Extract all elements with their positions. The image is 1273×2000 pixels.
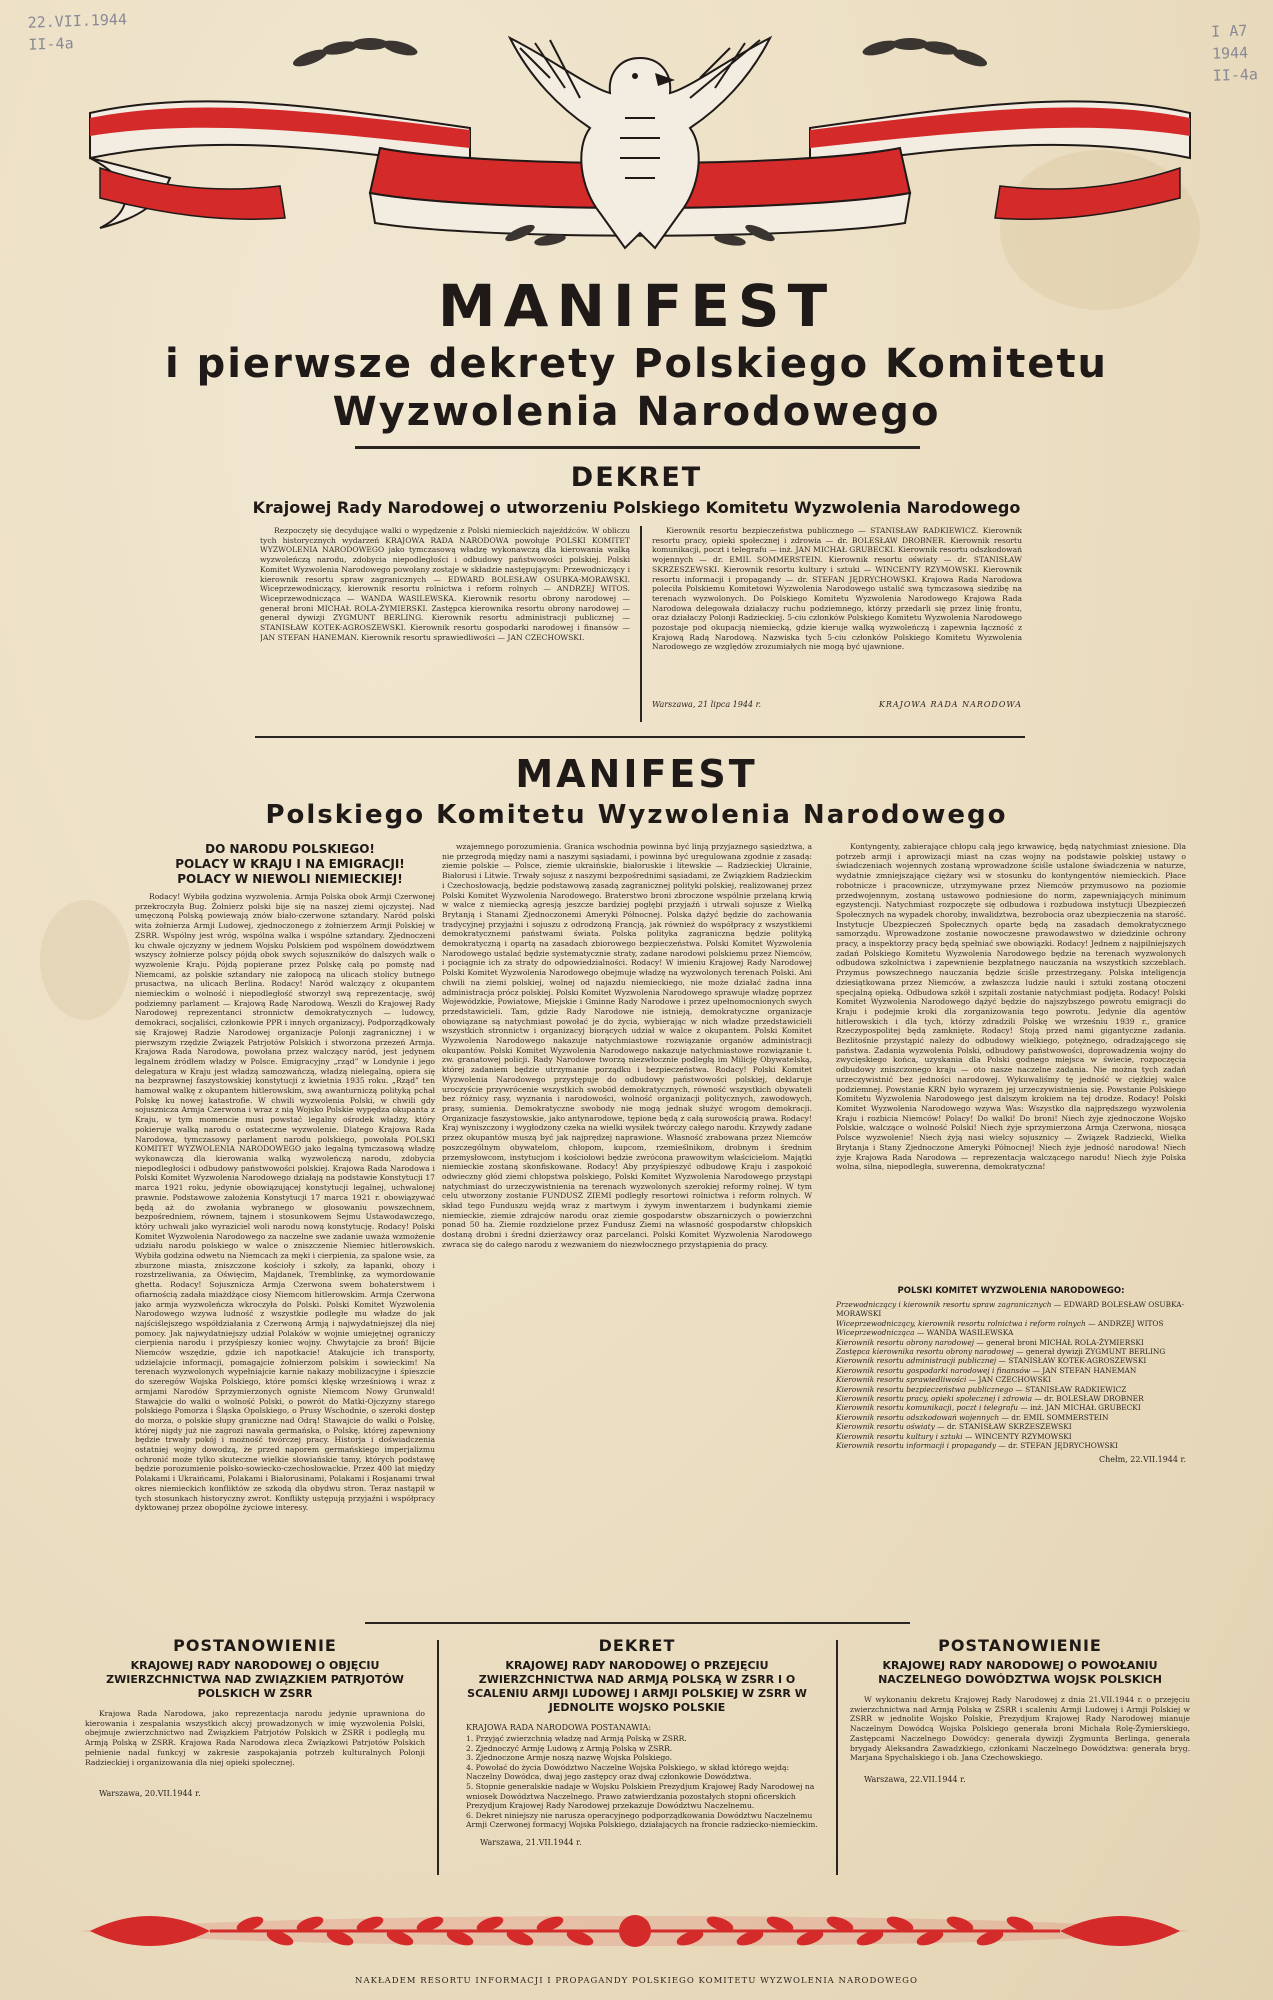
member-name: EDWARD BOLESŁAW OSUBKA-MORAWSKI: [836, 1300, 1185, 1319]
postanowienie2-block: [850, 1636, 1190, 1784]
member-role: Kierownik resortu bezpieczeństwa publicznego: [836, 1384, 1014, 1394]
member-name: dr. EMIL SOMMERSTEIN: [1011, 1412, 1109, 1422]
dekret2-block: [452, 1636, 822, 1847]
postanowienie1-block: [85, 1636, 425, 1798]
member-role: Wiceprzewodnicząca: [836, 1328, 915, 1338]
member-role: Kierownik resortu informacji i propagandy: [836, 1441, 997, 1451]
committee-member: [836, 1300, 1186, 1319]
postanowienie2-text: W wykonaniu dekretu Krajowej Rady Narodowej z dnia 21.VII.1944 r. o przejęciu zwierzchnictwa nad Armją Polską w ZSRR i scaleniu Armji Ludowej i Armji Polskiej w ZSRR w jednolite Wojsko Polskie, Prezydjum Krajowej Rady Narodowej mianuje Naczelnym Dowódcą Wojska Polskiego generała broni Michała Rolę-Żymierskiego, Zastępcami Naczelnego Dowódcy: generała dywizji Zygmunta Berlinga, generała brygady Aleksandra Zawadzkiego, członkami Naczelnego Dowództwa: generała bryg. Marjana Spychalskiego i ob. Jana Czechowskiego.: [850, 1695, 1190, 1763]
dekret1-left-text: Rezpoczęty się decydujące walki o wypędzenie z Polski niemieckich najeźdźców. W obliczu tych historycznych wydarzeń KRAJOWA RADA NARODOWA powołuje POLSKI KOMITET WYZWOLENIA NARODOWEGO jako tymczasową władzę wykonawczą dla kierowania walką wyzwoleńczą narodu, zdobycia niepodległości i odbudowy państwowości polskiej. Polski Komitet Wyzwolenia Narodowego powołany zostaje w składzie następującym: Przewodniczący i kierownik resortu spraw zagranicznych — EDWARD BOLESŁAW OSUBKA-MORAWSKI. Wiceprzewodniczący, kierownik resortu rolnictwa i reform rolnych — ANDRZEJ WITOS. Wiceprzewodnicząca — WANDA WASILEWSKA. Kierownik resortu obrony narodowej — generał broni MICHAŁ ROLA-ŻYMIERSKI. Zastępca kierownika resortu obrony narodowej — generał dywizji ZYGMUNT BERLING. Kierownik resortu administracji publicznej — STANISŁAW KOTEK-AGROSZEWSKI. Kierownik resortu gospodarki narodowej i finansów — JAN STEFAN HANEMAN. Kierownik resortu sprawiedliwości — JAN CZECHOWSKI.: [260, 526, 630, 642]
dekret2-title: KRAJOWEJ RADY NARODOWEJ O PRZEJĘCIU ZWIERZCHNICTWA NAD ARMJĄ POLSKĄ W ZSRR I O SCALENIU ARMJI LUDOWEJ I ARMJI POLSKIEJ W ZSRR W JEDNOLITE WOJSKO POLSKIE: [467, 1659, 807, 1714]
committee-member: [836, 1328, 1186, 1337]
postanowienie2-title: KRAJOWEJ RADY NARODOWEJ O POWOŁANIU NACZELNEGO DOWÓDZTWA WOJSK POLSKICH: [878, 1659, 1162, 1686]
member-role: Przewodniczący i kierownik resortu spraw zagranicznych: [836, 1300, 1052, 1309]
member-separator: —: [934, 1422, 947, 1432]
subtitle-line1: i pierwsze dekrety Polskiego Komitetu: [164, 341, 1109, 387]
member-role: Zastępca kierownika resortu obrony narodowej: [836, 1347, 1014, 1357]
manifest-title: MANIFEST: [437, 272, 836, 340]
postanowienie1-body: [85, 1709, 425, 1781]
dekret2-point: 4. Powołać do życia Dowództwo Naczelne Wojska Polskiego, w skład którego wejdą: Naczelny Dowódca, dwaj jego zastępcy oraz dwaj członkowie Dowództwa.: [466, 1762, 790, 1782]
member-name: dr. BOLESŁAW DROBNER: [1044, 1394, 1144, 1404]
archive-note-right: I A7 1944 II-4a: [1210, 21, 1259, 85]
dekret1-subtitle: Krajowej Rady Narodowej o utworzeniu Polskiego Komitetu Wyzwolenia Narodowego: [252, 498, 1021, 517]
committee-block: [836, 1286, 1186, 1464]
committee-member: [836, 1394, 1186, 1403]
postanowienie1-text: Krajowa Rada Narodowa, jako reprezentacja narodu jedynie uprawniona do kierowania i zespalania wszystkich akcyj prowadzonych w imię wyzwolenia Polski, obejmuje zwierzchnictwo nad Związkiem Patrjotów Polskich w ZSRR i podległą mu Armją Polską w ZSRR. Krajowa Rada Narodowa zleca Związkowi Patrjotów Polskich pełnienie nadal funkcyj w zakresie zaspokajania potrzeb kulturalnych Polonji Radzieckiej i organizowania dla niej opieki społecznej.: [85, 1709, 425, 1767]
eagle-banner-illustration: [80, 18, 1200, 268]
section-rule: [255, 736, 1025, 738]
committee-heading: POLSKI KOMITET WYZWOLENIA NARODOWEGO:: [897, 1286, 1125, 1296]
dekret2-intro: KRAJOWA RADA NARODOWA POSTANAWIA:: [466, 1723, 652, 1732]
dekret1-left-column: [260, 526, 630, 726]
committee-member: [836, 1413, 1186, 1422]
dekret1-signature-block: [652, 700, 1022, 709]
member-separator: —: [962, 1431, 975, 1441]
committee-member: [836, 1432, 1186, 1441]
member-separator: —: [1085, 1318, 1098, 1328]
dekret2-label: DEKRET: [598, 1636, 676, 1655]
committee-member: [836, 1403, 1186, 1412]
postanowienie2-body: [850, 1695, 1190, 1767]
title-rule: [355, 446, 920, 449]
member-separator: —: [1017, 1403, 1031, 1413]
member-name: dr. STEFAN JĘDRYCHOWSKI: [1008, 1441, 1118, 1451]
member-role: Kierownik resortu kultury i sztuki: [836, 1431, 963, 1441]
manifest-column-1: [135, 892, 435, 1602]
member-name: STANISŁAW RADKIEWICZ: [1025, 1384, 1127, 1394]
appeal-line1: DO NARODU POLSKIEGO!: [205, 842, 375, 856]
committee-member: [836, 1347, 1186, 1356]
member-separator: —: [974, 1337, 987, 1347]
dekret2-point: 3. Zjednoczone Armje noszą nazwę Wojska Polskiego.: [466, 1753, 673, 1763]
manifest-section-title: MANIFEST: [515, 752, 758, 796]
member-role: Kierownik resortu oświaty: [836, 1422, 935, 1432]
member-name: ANDRZEJ WITOS: [1097, 1318, 1164, 1328]
member-separator: —: [1030, 1365, 1043, 1375]
member-role: Kierownik resortu odszkodowań wojennych: [836, 1412, 1000, 1422]
member-name: JAN STEFAN HANEMAN: [1042, 1365, 1137, 1375]
committee-member: [836, 1338, 1186, 1347]
manifest-column-2: [442, 842, 812, 1602]
committee-member: [836, 1422, 1186, 1431]
member-role: Kierownik resortu administracji publicznej: [836, 1356, 997, 1366]
manifest-col3-text: Kontyngenty, zabierające chłopu całą jego krwawicę, będą natychmiast zniesione. Dla potrzeb armji i aprowizacji miast na czas wojny na podstawie polskiej ustawy o świadczeniach wojennych zostaną wprowadzone ściśle ustalone świadczenia w naturze, wydatnie zmniejszające ciężary wsi w stosunku do kontyngentów niemieckich. Płace robotnicze i pracownicze, utrzymywane przez Niemców przymusowo na poziomie przedwojennym, zostaną ustawowo podniesione do norm, zapewniających minimum egzystencji. Natychmiast rozpoczęte się odbudowa i rozbudowa instytucji Ubezpieczeń Społecznych na wypadek choroby, inwalidztwa, bezrobocia oraz ubezpieczenia na starość. Instytucje Ubezpieczeń Społecznych oparte będą na zasadach demokratycznego samorządu. Wprowadzone zostanie nowoczesne prawodawstwo w dziedzinie ochrony pracy, a inspektorzy pracy będą spełniać swe obowiązki. Rodacy! Jednem z najpilniejszych zadań Polskiego Komitetu Wyzwolenia Narodowego będzie na terenach wyzwolonych odbudowa szkolnictwa i zapewnienie bezpłatnego nauczania na wszystkich szczeblach. Przymus powszechnego nauczania będzie ściśle przestrzegany. Polska inteligencja dziesiątkowana przez Niemców, a zwłaszcza ludzie nauki i sztuki zostaną otoczeni specjalną opieką. Odbudowa szkół i szpitali zostanie natychmiast podjęta. Rodacy! Polski Komitet Wyzwolenia Narodowego dążyć będzie do najszybszego powrotu emigracji do Kraju i podejmie kroki dla zorganizowania tego powrotu. Jedynie dla agentów hitlerowskich i dla tych, którzy zdradzili Polskę we wrześniu 1939 r., granice Rzeczypospolitej będą zamknięte. Rodacy! Stoją przed nami gigantyczne zadania. Bezlitośnie przystąpić należy do odbudowy wielkiego, potężnego, odradzającego się państwa. Zadania wyzwolenia Polski, odbudowy państwowości, doprowadzenia wojny do zwycięskiego końca, uzyskania dla Polski godnego miejsca w świecie, rozpoczęcia odbudowy zniszczonego kraju — oto nasze naczelne zadania. Nie można tych zadań urzeczywistnić bez jedności narodowej. Wykuwaliśmy tę jedność w ciężkiej walce podziemnej. Powstanie KRN było wyrazem jej urzeczywistnienia się. Powstanie Polskiego Komitetu Wyzwolenia Narodowego jest dalszym krokiem na tej drodze. Rodacy! Polski Komitet Wyzwolenia Narodowego wzywa Was: Wszystko dla najprędszego wyzwolenia Kraju i rozbicia Niemców! Polacy! Do walki! Do broni! Niech żyje zjednoczone Wojsko Polskie, walczące o wolność Polski! Niech żyje sprzymierzona Armja Czerwona, niosąca Polsce wyzwolenie! Niech żyją nasi wielcy sojusznicy — Związek Radziecki, Wielka Brytanja i Stany Zjednoczone Ameryki Północnej! Niech żyje jedność narodowa! Niech żyje Krajowa Rada Narodowa — reprezentacja walczącego narodu! Niech żyje Polska wolna, silna, niepodległa, suwerenna, demokratyczna!: [836, 842, 1186, 1172]
member-separator: —: [914, 1328, 927, 1338]
member-separator: —: [1013, 1384, 1026, 1394]
member-name: JAN CZECHOWSKI: [978, 1375, 1051, 1385]
member-name: STANISŁAW KOTEK-AGROSZEWSKI: [1008, 1356, 1147, 1366]
column-divider: [640, 526, 642, 722]
committee-member: [836, 1385, 1186, 1394]
dekret1-title: DEKRET: [570, 462, 703, 493]
committee-member: [836, 1366, 1186, 1375]
dekret2-date: Warszawa, 21.VII.1944 r.: [480, 1837, 582, 1847]
manifest-col2-text: wzajemnego porozumienia. Granica wschodnia powinna być linją przyjaznego sąsiedztwa, a nie przegrodą między nami a naszymi sąsiadami, i powinna być uregulowana zgodnie z zasadą: ziemie polskie — Polsce, ziemie ukraińskie, białoruskie i litewskie — Radzieckiej Ukrainie, Białorusi i Litwie. Trwały sojusz z naszymi bezpośrednimi sąsiadami, ze Związkiem Radzieckim i Czechosłowacją, będzie podstawową zasadą zagranicznej polityki polskiej, realizowanej przez Polski Komitet Wyzwolenia Narodowego. Braterstwo broni zbroczone wspólnie przelaną krwią w walce z niemiecką agresją jeszcze bardziej pogłębi przyjaźń i utrwali sojusze z Wielką Brytanją i Stanami Zjednoczonemi Ameryki Północnej. Polska dążyć będzie do zachowania tradycyjnej przyjaźni i sojuszu z odrodzoną Francją, jak również do współpracy z wszystkiemi demokratycznemi państwami świata. Polska polityka zagraniczna będzie polityką demokratyczną i opartą na zasadach zbiorowego bezpieczeństwa. Polski Komitet Wyzwolenia Narodowego ustalać będzie systematycznie straty, zadane narodowi polskiemu przez Niemców, i pociągnie ich za straty do odpowiedzialności. Rodacy! W imieniu Krajowej Rady Narodowej Polski Komitet Wyzwolenia Narodowego obejmuje władzę na wyzwolonych terenach Polski. Ani chwili na ziemi polskiej, wolnej od najazdu niemieckiego, nie może działać żadna inna administracja prócz polskiej. Polski Komitet Wyzwolenia Narodowego sprawuje władzę poprzez Wojewódzkie, Powiatowe, Miejskie i Gminne Rady Narodowe i przez upełnomocnionych swych przedstawicieli. Tam, gdzie Rady Narodowe nie istnieją, demokratyczne organizacje obowiązane są natychmiast powołać je do życia, wybierając w nich władze przedstawicieli wszystkich stronnictw i organizacyj biorących udział w walce z okupantem. Polski Komitet Wyzwolenia Narodowego nakazuje natychmiastowe rozwiązanie organów administracji okupantów. Polski Komitet Wyzwolenia Narodowego nakazuje natychmiastowe rozwiązanie t. zw. granatowej policji. Rady Narodowe tworzą niezwłocznie podległą im Milicję Obywatelską, której zadaniem będzie utrzymanie porządku i bezpieczeństwa. Rodacy! Polski Komitet Wyzwolenia Narodowego przystępuje do odbudowy państwowości polskiej, deklaruje uroczyście przywrócenie wszystkich swobód demokratycznych, równość wszystkich obywateli bez różnicy rasy, wyznania i narodowości, wolność organizacji politycznych, zawodowych, prasy, sumienia. Demokratyczne swobody nie mogą jednak służyć wrogom demokracji. Organizacje faszystowskie, jako antynarodowe, tępione będą z całą surowością prawa. Rodacy! Kraj wyniszczony i wygłodzony czeka na wielki wysiłek twórczy całego narodu. Krzywdy zadane przez okupantów muszą być jak najprędzej naprawione. Własność zrabowana przez Niemców poszczególnym obywatelom, chłopom, kupcom, rzemieślnikom, drobnym i średnim przemysłowcom, instytucjom i kościołowi będzie zwrócona prawowitym właścicielom. Majątki niemieckie zostaną skonfiskowane. Rodacy! Aby przyśpieszyć odbudowę Kraju i zaspokoić odwieczny głód ziemi chłopstwa polskiego, Polski Komitet Wyzwolenia Narodowego przystąpi natychmiast do urzeczywistnienia na terenach wyzwolonych szerokiej reformy rolnej. W tym celu utworzony zostanie FUNDUSZ ZIEMI podległy resortowi rolnictwa i reform rolnych. W skład tego Funduszu wejdą wraz z martwym i żywym inwentarzem i budynkami ziemie niemieckie, ziemie zdrajców narodu oraz ziemie gospodarstw obszarniczych o powierzchni ponad 50 ha. Ziemie rozdzielone przez Fundusz Ziemi na własność gospodarstw chłopskich dostaną drobni i średni dzierżawcy oraz parcelanci. Polski Komitet Wyzwolenia Narodowego zwraca się do całego narodu z wezwaniem do niezwłocznego przystąpienia do pracy.: [442, 842, 812, 1249]
dekret2-points: [452, 1734, 822, 1830]
manifest-column-3: [836, 842, 1186, 1282]
dekret2-point: 1. Przyjąć zwierzchnią władzę nad Armją Polską w ZSRR.: [466, 1734, 687, 1743]
archive-note-left: 22.VII.1944 II-4a: [27, 10, 128, 54]
member-separator: —: [1013, 1347, 1026, 1357]
member-name: dr. STANISŁAW SKRZESZEWSKI: [946, 1422, 1072, 1432]
postanowienie2-date: Warszawa, 22.VII.1944 r.: [864, 1775, 966, 1784]
member-separator: —: [966, 1375, 979, 1385]
member-separator: —: [999, 1412, 1012, 1422]
dekret1-signature: KRAJOWA RADA NARODOWA: [878, 700, 1022, 709]
poster-subtitle: [0, 340, 1273, 436]
bottom-divider-left: [437, 1640, 439, 1875]
member-role: Kierownik resortu komunikacji, poczt i telegrafu: [836, 1403, 1018, 1413]
member-role: Kierownik resortu gospodarki narodowej i finansów: [836, 1365, 1031, 1375]
appeal-line2: POLACY W KRAJU I NA EMIGRACJI!: [175, 857, 405, 871]
committee-member: [836, 1441, 1186, 1450]
postanowienie1-title: KRAJOWEJ RADY NARODOWEJ O OBJĘCIU ZWIERZCHNICTWA NAD ZWIĄZKIEM PATRJOTÓW POLSKICH W ZSRR: [106, 1659, 404, 1700]
section-rule-bottom: [365, 1622, 910, 1624]
member-role: Wiceprzewodniczący, kierownik resortu rolnictwa i reform rolnych: [836, 1318, 1086, 1328]
dekret1-right-column: [652, 526, 1022, 694]
dekret2-point: 5. Stopnie generalskie nadaje w Wojsku Polskiem Prezydjum Krajowej Rady Narodowej na wniosek Dowództwa Naczelnego. Prawo zatwierdzania pozostałych stopni oficerskich Prezydjum Krajowej Rady Narodowej przekazuje Dowództwu Naczelnemu.: [466, 1781, 815, 1811]
dekret2-point: 6. Dekret niniejszy nie narusza operacyjnego podporządkowania Dowództwu Naczelnemu Armji Czerwonej formacyj Wojska Polskiego, działających na froncie radziecko-niemieckim.: [466, 1810, 818, 1830]
appeal-line3: POLACY W NIEWOLI NIEMIECKIEJ!: [177, 872, 403, 886]
member-name: inż. JAN MICHAŁ GRUBECKI: [1030, 1403, 1141, 1413]
manifest-col1-text: Rodacy! Wybiła godzina wyzwolenia. Armja Polska obok Armji Czerwonej przekroczyła Bug. Żołnierz polski bije się na naszej ziemi ojczystej. Nad umęczoną Polską powiewają znów biało-czerwone sztandary. Naród polski wita żołnierza Armji Ludowej, zjednoczonego z żołnierzem Armji Polskiej w ZSRR. Wspólny jest wróg, wspólna walka i wspólne sztandary. Zjednoczeni ku chwale ojczyzny w jednem Wojsku Polskiem pod wspólnem dowództwem wszyscy żołnierze polscy pójdą obok swych sojuszników do dalszych walk o wyzwolenie Kraju. Pójdą popierane przez Polskę całą po pomstę nad Niemcami, az polskie sztandary nie załopocą na ulicach stolicy butnego prusactwa, na ulicach Berlina. Rodacy! Naród walczący z okupantem niemieckim o wolność i niepodległość stworzył swą reprezentację, swój podziemny parlament — Krajową Radę Narodową. Weszli do Krajowej Rady Narodowej reprezentanci stronnictw demokratycznych — ludowcy, demokraci, socjaliści, członkowie PPR i innych organizacyj. Podporządkowały się Krajowej Radzie Narodowej organizacje Polonji zagranicznej i w pierwszym rzędzie Związek Patrjotów Polskich i stworzona przezeń Armja. Krajowa Rada Narodowa, powołana przez walczący naród, jest jedynem legalnem źródłem władzy w Polsce. Emigracyjny „rząd” w Londynie i jego delegatura w Kraju jest władzą samozwańczą, władzą nielegalną, opiera się na bezprawnej faszystowskiej konstytucji z kwietnia 1935 roku. „Rząd” ten hamował walkę z okupantem hitlerowskim, swą awanturniczą polityką pchał Polskę ku nowej katastrofie. W chwili wyzwolenia Polski, w chwili gdy sojusznicza Armja Czerwona i wraz z nią Wojsko Polskie wypędza okupanta z Kraju, w tym momencie musi powstać legalny ośrodek władzy, który pokieruje walką narodu o ostateczne wyzwolenie. Dlatego Krajowa Rada Narodowa, tymczasowy parlament narodu polskiego, powołała POLSKI KOMITET WYZWOLENIA NARODOWEGO jako legalną tymczasową władzę wykonawczą dla kierowania walką wyzwoleńczą narodu, zdobycia niepodległości i odbudowy państwowości polskiej. Krajowa Rada Narodowa i Polski Komitet Wyzwolenia Narodowego działają na podstawie Konstytucji 17 marca 1921 roku, jedynie obowiązującej konstytucji legalnej, uchwalonej prawnie. Podstawowe założenia Konstytucji 17 marca 1921 r. obowiązywać będą aż do zwołania wybranego w głosowaniu powszechnem, bezpośredniem, równem, tajnem i stosunkowem Sejmu Ustawodawczego, który uchwali jako wyraziciel woli narodu nową konstytucję. Rodacy! Polski Komitet Wyzwolenia Narodowego za naczelne swe zadanie uważa wzmożenie udziału narodu polskiego w walce o zniszczenie Niemiec hitlerowskich. Wybiła godzina odwetu na Niemcach za męki i cierpienia, za spalone wsie, za zburzone miasta, zniszczone kościoły i szkoły, za łapanki, obozy i rozstrzeliwania, za Oświęcim, Majdanek, Tremblinkę, za wymordowanie ghetta. Rodacy! Sojusznicza Armja Czerwona swem bohaterstwem i ofiarnością zadała miażdżące ciosy Niemcom hitlerowskim. Armja Czerwona jako armja wyzwoleńcza wkroczyła do Polski. Polski Komitet Wyzwolenia Narodowego wzywa ludność z wszystkie podległe mu władze do jak najściślejszego współdziałania z Czerwoną Armją i najwydatniejszej dla niej pomocy. Jak najwydatniejszy udział Polaków w wojnie umiejętnej ograniczy cierpienia narodu i przyśpieszy koniec wojny. Chwytajcie za broń! Bijcie Niemców wszędzie, gdzie ich napotkacie! Atakujcie ich transporty, udzielajcie informacji, pomagajcie żołnierzom polskim i sowieckim! Na terenach wyzwolonych wypełniajcie karnie nakazy mobilizacyjne i śpieszcie do szeregów Wojska Polskiego, które pomści klęskę wrześniową i wraz z armjami Narodów Sprzymierzonych ogniste Niemcom Nowy Grunwald! Stawajcie do walki o wolność Polski, o powrót do Matki-Ojczyzny starego polskiego Pomorza i Śląska Opolskiego, o Prusy Wschodnie, o szeroki dostęp do morza, o polskie słupy graniczne nad Odrą! Stawajcie do walki o Polskę, której nigdy już nie zagrozi nawała germańska, o Polskę, której zapewniony będzie trwały pokój i możność twórczej pracy. Historja i doświadczenia ostatniej wojny dowodzą, że przed naporem germańskiego imperjalizmu ochronić może tylko skuteczne wielkie słowiańskie tamy, których podstawę będzie porozumienie polsko-sowiecko-czechosłowackie. Przez 400 lat między Polakami i Ukraińcami, Polakami i Białorusinami, Polakami i Rosjanami trwał okres niemieckich konfliktów ze szkodą dla obydwu stron. Teraz nastąpił w tych stosunkach historyczny zwrot. Konflikty ustępują przyjaźni i współpracy dyktowanej przez obopólne życiowe interesy.: [135, 892, 435, 1513]
dekret1-date: Warszawa, 21 lipca 1944 r.: [652, 700, 762, 709]
member-separator: —: [996, 1356, 1009, 1366]
manifest-section-subtitle: Polskiego Komitetu Wyzwolenia Narodowego: [265, 800, 1008, 830]
member-role: Kierownik resortu sprawiedliwości: [836, 1375, 967, 1385]
paper-stain: [40, 900, 130, 1020]
bottom-divider-right: [836, 1640, 838, 1875]
member-name: generał dywizji ZYGMUNT BERLING: [1025, 1347, 1166, 1357]
member-separator: —: [996, 1441, 1009, 1451]
appeal-heading: [150, 842, 430, 887]
postanowienie1-date: Warszawa, 20.VII.1944 r.: [99, 1789, 201, 1798]
member-name: WINCENTY RZYMOWSKI: [974, 1431, 1072, 1441]
postanowienie2-label: POSTANOWIENIE: [938, 1636, 1102, 1655]
dekret2-point: 2. Zjednoczyć Armję Ludową z Armją Polską w ZSRR.: [466, 1743, 673, 1753]
member-name: WANDA WASILEWSKA: [926, 1328, 1014, 1338]
member-name: generał broni MICHAŁ ROLA-ŻYMIERSKI: [986, 1337, 1144, 1347]
member-separator: —: [1051, 1300, 1064, 1309]
dekret1-right-text: Kierownik resortu bezpieczeństwa publicznego — STANISŁAW RADKIEWICZ. Kierownik resortu pracy, opieki społecznej i zdrowia — dr. BOLESŁAW DROBNER. Kierownik resortu komunikacji, poczt i telegrafu — inż. JAN MICHAŁ GRUBECKI. Kierownik resortu odszkodowań wojennych — dr. EMIL SOMMERSTEIN. Kierownik resortu oświaty — dr. STANISŁAW SKRZESZEWSKI. Kierownik resortu kultury i sztuki — WINCENTY RZYMOWSKI. Kierownik resortu informacji i propagandy — dr. STEFAN JĘDRYCHOWSKI. Krajowa Rada Narodowa poleciła Polskiemu Komitetowi Wyzwolenia Narodowego ustalić swą tymczasową siedzibę na terenach wyzwolonych. Do Polskiego Komitetu Wyzwolenia Narodowego Krajowa Rada Narodowa delegowała działaczy ruchu podziemnego, którzy przedarli się przez linię frontu, oraz działaczy Polonji Radzieckiej. 5-ciu członków Polskiego Komitetu Wyzwolenia Narodowego pozostaje pod okupacją niemiecką, gdzie kieruje walką wyzwoleńczą i zapewnia łączność z Krajową Radą Narodową. Nazwiska tych 5-ciu członków Polskiego Komitetu Wyzwolenia Narodowego ze względów zrozumiałych nie mogą być ujawnione.: [652, 526, 1022, 652]
member-role: Kierownik resortu obrony narodowej: [836, 1337, 975, 1347]
manifest-date: Chełm, 22.VII.1944 r.: [1098, 1454, 1186, 1464]
folk-ornament-border: [70, 1896, 1200, 1966]
committee-members-list: [836, 1300, 1186, 1451]
postanowienie1-label: POSTANOWIENIE: [173, 1636, 337, 1655]
member-role: Kierownik resortu pracy, opieki społecznej i zdrowia: [836, 1394, 1033, 1404]
committee-member: [836, 1375, 1186, 1384]
subtitle-line2: Wyzwolenia Narodowego: [332, 389, 941, 435]
committee-member: [836, 1356, 1186, 1365]
imprint-footer: NAKŁADEM RESORTU INFORMACJI I PROPAGANDY POLSKIEGO KOMITETU WYZWOLENIA NARODOWEGO: [355, 1976, 918, 1986]
committee-member: [836, 1319, 1186, 1328]
member-separator: —: [1032, 1394, 1045, 1404]
